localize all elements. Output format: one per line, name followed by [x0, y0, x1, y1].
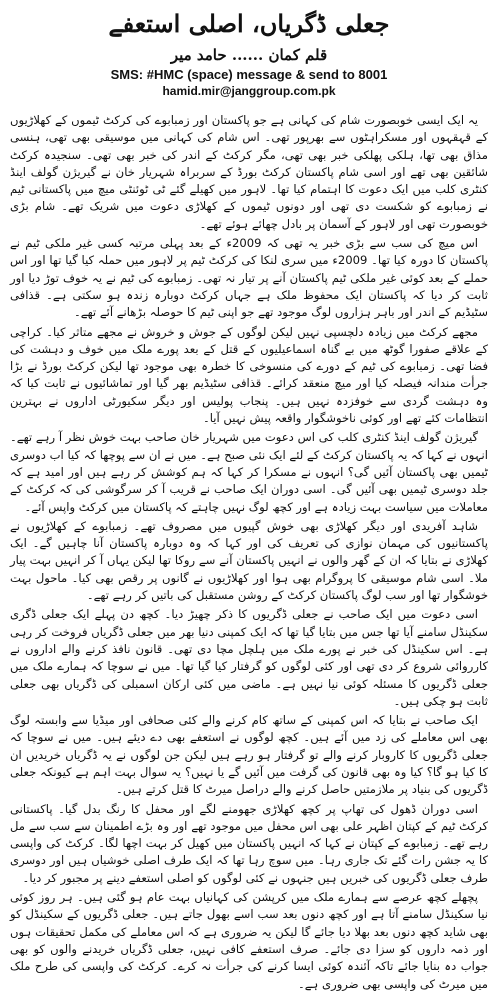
article-title: جعلی ڈگریاں، اصلی استعفے — [108, 9, 390, 38]
author-name: حامد میر — [170, 46, 227, 64]
article-paragraph: گیریژن گولف اینڈ کنٹری کلب کی اس دعوت میں شہریار خان صاحب بہت خوش نظر آ رہے تھے۔ انہوں نے کہا کہ یہ پاکستان کرکٹ کے لئے ایک نئی صبح ہے۔ میں نے ان سے پوچھا کہ کیا اب دوسری ٹیمیں بھی پاکستان آئیں گی؟ انہوں نے مسکرا کر کہا کہ ہم کوشش کر رہے ہیں اور امید ہے کہ جلد دوسری ٹیمیں بھی آئیں گی۔ اسی دوران ایک صاحب نے قریب آ کر سرگوشی کی کہ کرکٹ کے معاملات میں سیاست بہت زیادہ ہے اور کچھ لوگ نہیں چاہتے کہ پاکستان میں کرکٹ واپس آئے۔ — [10, 430, 488, 514]
article-paragraph: ایک صاحب نے بتایا کہ اس کمپنی کے ساتھ کام کرنے والے کئی صحافی اور میڈیا سے وابستہ لوگ بھی اس معاملے کی زد میں آئے ہیں۔ کچھ لوگوں نے استعفے بھی دے دیئے ہیں۔ میں نے سوچا کہ جعلی ڈگریوں کا کاروبار کرنے والے تو گرفتار ہو رہے ہیں لیکن جن لوگوں نے یہ ڈگریاں خریدیں ان کا کیا ہو گا؟ کیا وہ بھی قانون کی گرفت میں آئیں گے یا نہیں؟ یہ سوال بہت اہم ہے کیونکہ جعلی ڈگریوں کی بنیاد پر ملازمتیں حاصل کرنے والے دراصل میرٹ کا قتل کرتے ہیں۔ — [10, 713, 488, 797]
byline — [10, 44, 488, 66]
article-paragraph: اس میچ کی سب سے بڑی خبر یہ تھی کہ 2009ء کے بعد پہلی مرتبہ کسی غیر ملکی ٹیم نے پاکستان کا دورہ کیا تھا۔ 2009ء میں سری لنکا کی کرکٹ ٹیم پر لاہور میں حملہ کیا گیا تھا اور اس حملے کے بعد کوئی غیر ملکی ٹیم پاکستان آنے پر تیار نہ تھی۔ زمبابوے کی ٹیم نے یہ خوف توڑ دیا اور ثابت کر دیا کہ پاکستان ایک محفوظ ملک ہے جہاں کرکٹ دوبارہ زندہ ہو سکتی ہے۔ قذافی سٹیڈیم کے اندر اور باہر ہزاروں لوگ موجود تھے جو اپنی ٹیم کا حوصلہ بڑھانے آئے تھے۔ — [10, 236, 489, 320]
article-paragraph: مجھے کرکٹ میں زیادہ دلچسپی نہیں لیکن لوگوں کے جوش و خروش نے مجھے متاثر کیا۔ کراچی کے علاقے صفورا گوٹھ میں بے گناہ اسماعیلیوں کے قتل کے بعد پورے ملک میں خوف و دہشت کی فضا تھی۔ زمبابوے کی ٹیم کے دورے کی منسوخی کا خطرہ بھی موجود تھا لیکن کرکٹ بورڈ نے بڑا جرأت مندانہ فیصلہ کیا اور میچ منعقد کرائے۔ قذافی سٹیڈیم بھر گیا اور تماشائیوں نے ثابت کیا کہ وہ دہشت گردی سے خوفزدہ نہیں ہیں۔ پنجاب پولیس اور دیگر سکیورٹی اداروں نے بہترین انتظامات کئے تھے اور کوئی ناخوشگوار واقعہ پیش نہیں آیا۔ — [10, 324, 488, 426]
article-paragraph: پچھلے کچھ عرصے سے ہمارے ملک میں کرپشن کی کہانیاں بہت عام ہو گئی ہیں۔ ہر روز کوئی نیا سکینڈل سامنے آتا ہے اور کچھ دنوں بعد سب اسے بھول جاتے ہیں۔ جعلی ڈگریوں کے سکینڈل کو بھی شاید کچھ دنوں بعد بھلا دیا جائے گا لیکن یہ ضروری ہے کہ اس معاملے کی مکمل تحقیقات ہوں اور ذمہ داروں کو سزا دی جائے۔ صرف استعفے کافی نہیں، جعلی ڈگریاں خریدنے والوں کو بھی جواب دہ بنایا جائے تاکہ آئندہ کوئی ایسا کرنے کی جرأت نہ کرے۔ کرکٹ کی واپسی کی طرح ملک میں میرٹ کی واپسی بھی ضروری ہے۔ — [10, 890, 488, 991]
author-email: hamid.mir@janggroup.com.pk — [162, 84, 336, 98]
article-paragraph: یہ ایک ایسی خوبصورت شام کی کہانی ہے جو پاکستان اور زمبابوے کی کرکٹ ٹیموں کے کھلاڑیوں کے قہقہوں اور مسکراہٹوں سے بھرپور تھی۔ اس شام کی کہانی میں موسیقی بھی تھی، ہنسی مذاق بھی تھا، ہلکی پھلکی خبر بھی تھی، مگر کرکٹ کے اندر کی خبر بھی تھی۔ سنجیدہ کرکٹ شائقین بھی تھے اور اسی شام پاکستان کرکٹ بورڈ کے سربراہ شہریار خان نے گیریژن گولف اینڈ کنٹری کلب میں ایک دعوت کا اہتمام کیا تھا۔ لاہور میں کھیلے گئے ٹی ٹوئنٹی میچ میں پاکستانی ٹیم نے زمبابوے کو شکست دی تھی اور دونوں ٹیموں کے کھلاڑی دعوت میں شریک تھے۔ شام بڑی خوبصورت تھی اور لاہور کے آسمان پر بادل چھائے ہوئے تھے۔ — [10, 113, 488, 231]
article-body — [10, 112, 489, 991]
article-paragraph: اسی دعوت میں ایک صاحب نے جعلی ڈگریوں کا ذکر چھیڑ دیا۔ کچھ دن پہلے ایک جعلی ڈگری سکینڈل سامنے آیا تھا جس میں بتایا گیا تھا کہ ایک کمپنی دنیا بھر میں جعلی ڈگریاں فروخت کر رہی ہے۔ اس سکینڈل کی خبر نے پورے ملک میں ہلچل مچا دی تھی۔ قانون نافذ کرنے والے اداروں نے کارروائی شروع کر دی تھی اور کئی لوگوں کو گرفتار کیا گیا تھا۔ میں نے سوچا کہ ہمارے ملک میں جعلی ڈگریوں کا مسئلہ کوئی نیا نہیں ہے۔ ماضی میں کئی ارکان اسمبلی کی ڈگریاں بھی جعلی ثابت ہو چکی ہیں۔ — [10, 607, 488, 708]
column-name: قلم کمان — [268, 46, 328, 64]
article-paragraph: اسی دوران ڈھول کی تھاپ پر کچھ کھلاڑی جھومنے لگے اور محفل کا رنگ بدل گیا۔ پاکستانی کرکٹ ٹیم کے کپتان اظہر علی بھی اس محفل میں موجود تھے اور وہ بڑے اطمینان سے سب سے مل رہے تھے۔ زمبابوے کے کپتان نے کہا کہ انہیں پاکستان میں کھیل کر بہت اچھا لگا۔ کرکٹ کی واپسی کا یہ جشن رات گئے تک جاری رہا۔ میں سوچ رہا تھا کہ ایک طرف اصلی خوشیاں ہیں اور دوسری طرف جعلی ڈگریوں کی خبریں ہیں جنہوں نے کئی لوگوں کو اصلی استعفے دینے پر مجبور کر دیا۔ — [10, 801, 488, 885]
article-paragraph: شاہد آفریدی اور دیگر کھلاڑی بھی خوش گپیوں میں مصروف تھے۔ زمبابوے کے کھلاڑیوں نے پاکستانیوں کی مہمان نوازی کی تعریف کی اور کہا کہ وہ دوبارہ پاکستان آنا چاہیں گے۔ ایک کھلاڑی نے بتایا کہ ان کے گھر والوں نے انہیں پاکستان آنے سے روکا تھا لیکن یہاں آ کر انہیں بہت پیار ملا۔ اسی شام موسیقی کا پروگرام بھی ہوا اور کھلاڑیوں نے گانوں پر رقص بھی کیا۔ ماحول بہت خوشگوار تھا اور سب لوگ پاکستان کرکٹ کے روشن مستقبل کی باتیں کر رہے تھے۔ — [10, 518, 488, 603]
sms-instruction: SMS: #HMC (space) message & send to 8001 — [110, 67, 388, 82]
byline-separator: ...... — [231, 46, 264, 64]
